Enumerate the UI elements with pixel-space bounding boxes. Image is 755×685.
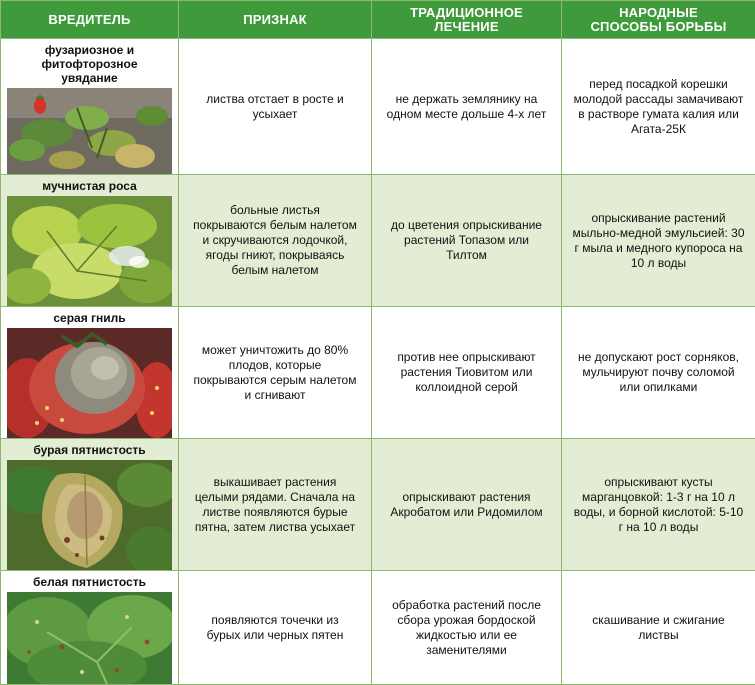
- table-row: [1, 307, 755, 439]
- traditional-text: против нее опрыскивают растения Тиовитом или коллоидной серой: [372, 350, 561, 395]
- traditional-cell: [372, 571, 562, 685]
- symptom-cell: [179, 39, 372, 175]
- symptom-text: появляются точечки из бурых или черных пятен: [179, 613, 371, 643]
- traditional-text: до цветения опрыскивание растений Топазом или Тилтом: [372, 218, 561, 263]
- symptom-cell: [179, 439, 372, 571]
- traditional-text: обработка растений после сбора урожая бордоской жидкостью или ее заменителями: [372, 598, 561, 658]
- wilted-strawberry-plant-photo: [7, 88, 172, 174]
- symptom-text: листва отстает в росте и усыхает: [179, 92, 371, 122]
- symptom-text: выкашивает растения целыми рядами. Сначала на листве появляются бурые пятна, затем листва усыхает: [179, 475, 371, 535]
- header-traditional: [372, 1, 562, 39]
- table-row: [1, 175, 755, 307]
- folk-cell: [562, 439, 755, 571]
- folk-cell: [562, 307, 755, 439]
- folk-text: опрыскивание растений мыльно-медной эмульсией: 30 г мыла и медного купороса на 10 л воды: [562, 211, 755, 271]
- traditional-cell: [372, 39, 562, 175]
- symptom-cell: [179, 307, 372, 439]
- symptom-cell: [179, 175, 372, 307]
- pest-name: фузариозное и фитофторозное увядание: [20, 43, 160, 85]
- grey-mold-strawberry-photo: [7, 328, 172, 438]
- header-folk: [562, 1, 755, 39]
- pest-name: бурая пятнистость: [7, 443, 172, 457]
- header-row: [1, 1, 755, 39]
- traditional-cell: [372, 175, 562, 307]
- folk-text: не допускают рост сорняков, мульчируют почву соломой или опилками: [562, 350, 755, 395]
- table-row: [1, 39, 755, 175]
- traditional-text: опрыскивают растения Акробатом или Ридомилом: [372, 490, 561, 520]
- traditional-text: не держать землянику на одном месте дольше 4-х лет: [372, 92, 561, 122]
- pest-cell: [1, 307, 179, 439]
- symptom-text: больные листья покрываются белым налетом и скручиваются лодочкой, ягоды гниют, покрываясь белым налетом: [179, 203, 371, 278]
- traditional-cell: [372, 307, 562, 439]
- table-row: [1, 439, 755, 571]
- powdery-mildew-leaves-photo: [7, 196, 172, 306]
- pest-name: белая пятнистость: [7, 575, 172, 589]
- folk-cell: [562, 39, 755, 175]
- pest-cell: [1, 175, 179, 307]
- pest-cell: [1, 571, 179, 685]
- header-traditional-label: ТРАДИЦИОННОЕ ЛЕЧЕНИЕ: [410, 5, 523, 34]
- brown-spot-leaf-photo: [7, 460, 172, 570]
- pest-name: серая гниль: [7, 311, 172, 325]
- pest-name: мучнистая роса: [7, 179, 172, 193]
- header-pest: [1, 1, 179, 39]
- pest-cell: [1, 39, 179, 175]
- header-folk-label: НАРОДНЫЕ СПОСОБЫ БОРЬБЫ: [590, 5, 726, 34]
- folk-text: скашивание и сжигание листвы: [562, 613, 755, 643]
- table-row: [1, 571, 755, 685]
- symptom-cell: [179, 571, 372, 685]
- traditional-cell: [372, 439, 562, 571]
- header-symptom: [179, 1, 372, 39]
- folk-text: перед посадкой корешки молодой рассады замачивают в растворе гумата калия или Агата-25К: [562, 77, 755, 137]
- folk-cell: [562, 571, 755, 685]
- symptom-text: может уничтожить до 80% плодов, которые покрываются серым налетом и сгнивают: [179, 343, 371, 403]
- folk-text: опрыскивают кусты марганцовкой: 1-3 г на 10 л воды, и борной кислотой: 5-10 г на 10 л воды: [562, 475, 755, 535]
- white-spot-leaf-photo: [7, 592, 172, 684]
- header-pest-label: ВРЕДИТЕЛЬ: [48, 12, 130, 27]
- pest-cell: [1, 439, 179, 571]
- header-symptom-label: ПРИЗНАК: [243, 12, 307, 27]
- folk-cell: [562, 175, 755, 307]
